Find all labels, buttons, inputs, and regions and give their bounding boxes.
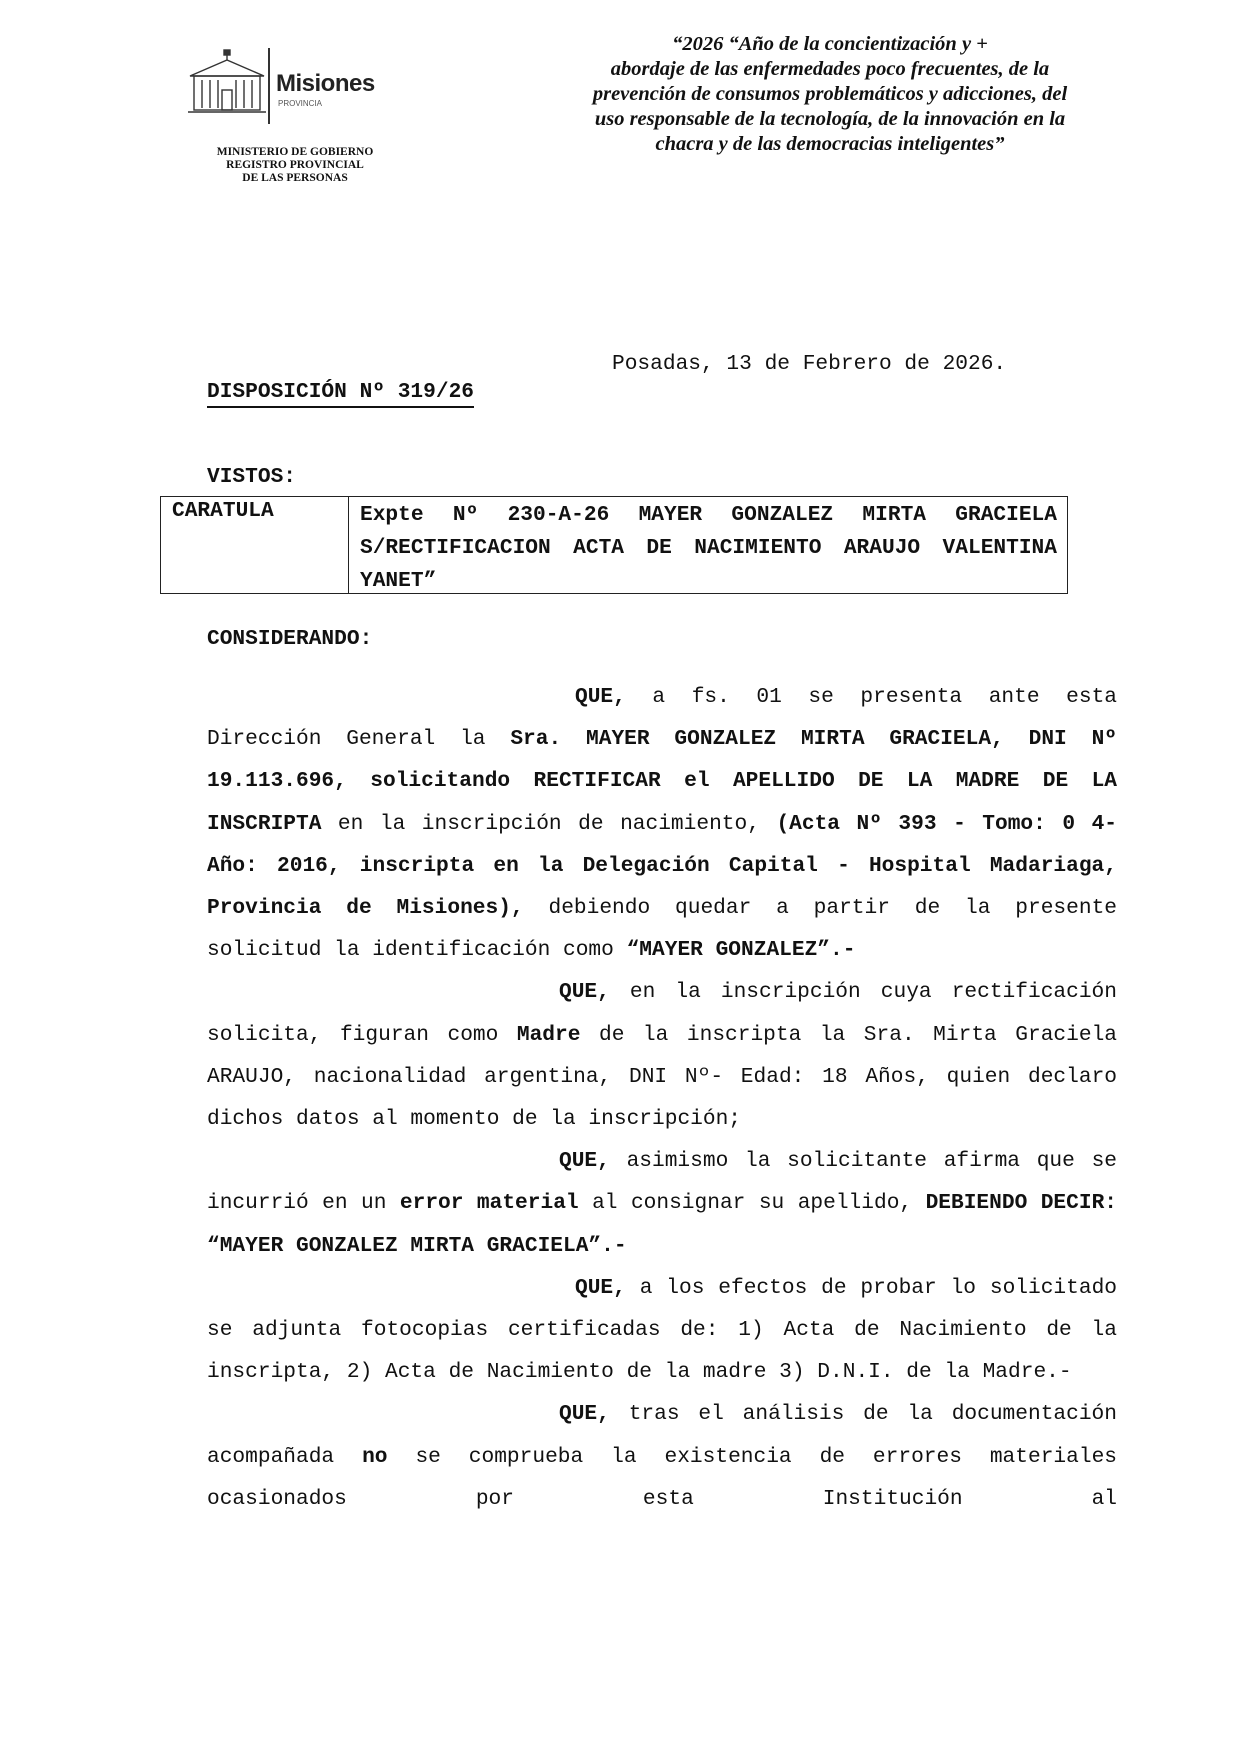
considerando-body <box>207 676 1117 1520</box>
table-divider <box>348 497 349 593</box>
vistos-heading: VISTOS: <box>207 465 297 489</box>
p5-text-2: se comprueba la existencia de errores materiales ocasionados por esta Institución al <box>207 1444 1117 1511</box>
logo-subtitle: PROVINCIA <box>278 99 323 108</box>
considerando-heading: CONSIDERANDO: <box>207 627 373 651</box>
que-keyword: QUE, <box>559 980 610 1005</box>
disposition-number: DISPOSICIÓN Nº 319/26 <box>207 380 474 408</box>
caratula-table <box>160 496 1068 594</box>
p5-bold-1: no <box>362 1444 388 1469</box>
p4-text-1: a los efectos de probar lo solicitado se adjunta fotocopias certificadas de: 1) Acta de Nacimiento de la inscripta, 2) Acta de Nacimiento de la madre 3) D.N.I. de la Madre.- <box>207 1275 1117 1385</box>
paragraph-5 <box>207 1393 1117 1520</box>
p2-text-1: en la inscripción cuya rectificación solicita, figuran como <box>207 980 1117 1047</box>
motto-line: abordaje de las enfermedades poco frecuentes, de la <box>610 58 1050 80</box>
p3-bold-2: DEBIENDO DECIR: “MAYER GONZALEZ MIRTA GRACIELA”.- <box>207 1191 1118 1258</box>
p2-text-2: de la inscripta la Sra. Mirta Graciela ARAUJO, nacionalidad argentina, DNI Nº- Edad: 18 Años, quien declaro dichos datos al momento de la inscripción; <box>207 1022 1117 1132</box>
p1-text-3: debiendo quedar a partir de la presente solicitud la identificación como <box>207 896 1117 963</box>
que-keyword: QUE, <box>559 1402 610 1427</box>
ministry-line: DE LAS PERSONAS <box>242 172 348 184</box>
p5-text-1: tras el análisis de la documentación acompañada <box>207 1402 1117 1469</box>
motto-line: chacra y de las democracias inteligentes” <box>655 133 1005 155</box>
paragraph-4 <box>207 1267 1117 1394</box>
que-keyword: QUE, <box>575 1275 626 1300</box>
place-date: Posadas, 13 de Febrero de 2026. <box>612 352 1007 376</box>
p1-text-1: a fs. 01 se presenta ante esta Dirección General la <box>207 685 1117 752</box>
motto-line: uso responsable de la tecnología, de la innovación en la <box>594 108 1066 130</box>
que-keyword: QUE, <box>575 685 626 709</box>
ministry-heading <box>200 146 390 185</box>
paragraph-1 <box>207 676 1117 971</box>
paragraph-2 <box>207 971 1117 1140</box>
p3-text-1: asimismo la solicitante afirma que se incurrió en un <box>207 1149 1117 1216</box>
year-motto <box>500 32 1160 157</box>
p3-bold-1: error material <box>399 1191 579 1216</box>
logo-wordmark: Misiones <box>276 70 375 97</box>
motto-line: prevención de consumos problemáticos y adicciones, del <box>592 83 1068 105</box>
p1-bold-2: (Acta Nº 393 - Tomo: 0 4- Año: 2016, inscripta en la Delegación Capital - Hospital Madariaga, Provincia de Misiones), <box>207 811 1117 921</box>
paragraph-3 <box>207 1140 1117 1267</box>
caratula-label: CARATULA <box>172 499 274 523</box>
ministry-line: MINISTERIO DE GOBIERNO <box>216 146 374 158</box>
p3-text-2: al consignar su apellido, <box>578 1191 926 1216</box>
ministry-line: REGISTRO PROVINCIAL <box>226 159 364 171</box>
que-keyword: QUE, <box>559 1149 610 1174</box>
p2-bold-1: Madre <box>516 1022 581 1047</box>
motto-line: “2026 “Año de la concientización y + <box>672 33 988 55</box>
p1-bold-1: Sra. MAYER GONZALEZ MIRTA GRACIELA, DNI Nº 19.113.696, solicitando RECTIFICAR el APELLIDO DE LA MADRE DE LA INSCRIPTA <box>207 727 1118 836</box>
caratula-value: Expte Nº 230-A-26 MAYER GONZALEZ MIRTA GRACIELA S/RECTIFICACION ACTA DE NACIMIENTO ARAUJO VALENTINA YANET” <box>360 503 1057 593</box>
p1-bold-3: “MAYER GONZALEZ”.- <box>626 938 856 963</box>
p1-text-2: en la inscripción de nacimiento, <box>321 811 777 836</box>
